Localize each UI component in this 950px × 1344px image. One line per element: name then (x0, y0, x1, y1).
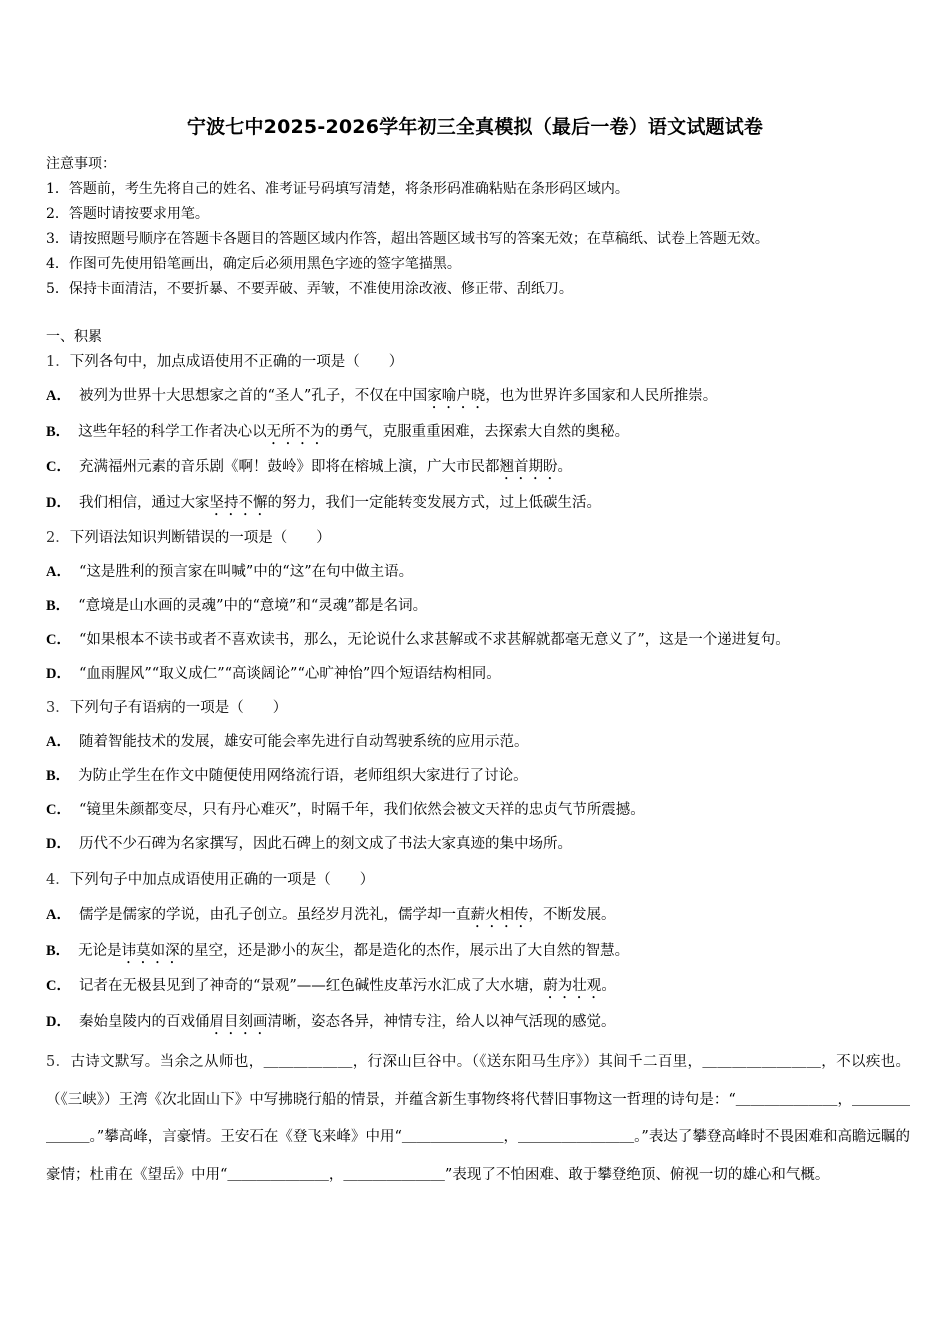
option-c[interactable]: C． 记者在无极县见到了神奇的“景观”——红色碱性皮革污水汇成了大水塘，蔚为壮观。 (46, 978, 616, 994)
option-d[interactable]: D． “血雨腥风”“取义成仁”“高谈阔论”“心旷神怡”四个短语结构相同。 (46, 666, 501, 682)
answer-blank[interactable]: ＿＿＿＿＿＿＿ (401, 1129, 504, 1145)
dotted-idiom: 蔚为壮观 (543, 978, 602, 994)
question-2 (46, 526, 916, 696)
option-a[interactable]: A． 随着智能技术的发展，雄安可能会率先进行自动驾驶系统的应用示范。 (46, 734, 529, 750)
question-stem: 3．下列句子有语病的一项是（ ） (46, 700, 288, 716)
section-heading: 一、积累 (46, 329, 102, 345)
option-b[interactable]: B． 无论是讳莫如深的星空，还是渺小的灰尘，都是造化的杰作，展示出了大自然的智慧。 (46, 943, 630, 959)
question-stem: 4．下列句子中加点成语使用正确的一项是（ ） (46, 872, 375, 888)
answer-blank[interactable]: ＿＿＿＿＿＿＿ (735, 1091, 838, 1108)
notice-item: 4．作图可先使用铅笔画出，确定后必须用黑色字迹的签字笔描黑。 (46, 256, 461, 272)
answer-blank[interactable]: ＿＿＿＿＿＿ (263, 1054, 353, 1070)
dotted-idiom: 家喻户晓 (427, 388, 486, 404)
dotted-idiom: 无所不为 (266, 424, 325, 440)
option-b[interactable]: B． 为防止学生在作文中随便使用网络流行语，老师组织大家进行了讨论。 (46, 768, 528, 784)
option-d[interactable]: D． 秦始皇陵内的百戏俑眉目刻画清晰，姿态各异，神情专注，给人以神气活现的感觉。 (46, 1014, 616, 1030)
option-d[interactable]: D． 历代不少石碑为名家撰写，因此石碑上的刻文成了书法大家真迹的集中场所。 (46, 836, 572, 852)
option-c[interactable]: C． “如果根本不读书或者不喜欢读书，那么，无论说什么求甚解或不求甚解就都毫无意义了”，这是一个递进复句。 (46, 632, 790, 648)
answer-blank[interactable]: ＿＿＿＿＿＿＿ (46, 1091, 911, 1145)
notice-item: 1．答题前，考生先将自己的姓名、准考证号码填写清楚，将条形码准确粘贴在条形码区域内。 (46, 181, 629, 197)
question-4 (46, 868, 916, 1045)
answer-blank[interactable]: ＿＿＿＿＿＿＿＿ (518, 1129, 635, 1145)
option-d[interactable]: D． 我们相信，通过大家坚持不懈的努力，我们一定能转变发展方式，过上低碳生活。 (46, 495, 601, 511)
question-1 (46, 350, 916, 526)
notice-item: 2．答题时请按要求用笔。 (46, 206, 209, 222)
option-b[interactable]: B． “意境是山水画的灵魂”中的“意境”和“灵魂”都是名词。 (46, 598, 428, 614)
answer-blank[interactable]: ＿＿＿＿＿＿＿ (343, 1166, 445, 1183)
question-stem: 2．下列语法知识判断错误的一项是（ ） (46, 530, 331, 546)
question-stem: 1．下列各句中，加点成语使用不正确的一项是（ ） (46, 354, 404, 370)
notice-item: 3．请按照题号顺序在答题卡各题目的答题区域内作答，超出答题区域书写的答案无效；在草稿纸、试卷上答题无效。 (46, 231, 769, 247)
question-5: 5．古诗文默写。当余之从师也，＿＿＿＿＿＿，行深山巨谷中。（《送东阳马生序》）其间千二百里，＿＿＿＿＿＿＿＿，不以疾也。（《三峡》）王湾《次北固山下》中写拂晓行船的情景，并蕴含新生事物终将代替旧事物这一哲理的诗句是：“＿＿＿＿＿＿＿，＿＿＿＿＿＿＿。”攀高峰，言豪情。王安石在《登飞来峰》中用“＿＿＿＿＿＿＿，＿＿＿＿＿＿＿＿。”表达了攀登高峰时不畏困难和高瞻远瞩的豪情；杜甫在《望岳》中用“＿＿＿＿＿＿＿，＿＿＿＿＿＿＿”表现了不怕困难、敢于攀登绝顶、俯视一切的雄心和气概。 (46, 1054, 911, 1183)
option-a[interactable]: A． 被列为世界十大思想家之首的“圣人”孔子，不仅在中国家喻户晓，也为世界许多国家和人民所推崇。 (46, 388, 718, 404)
dotted-idiom: 眉目刻画 (209, 1014, 268, 1030)
question-3 (46, 696, 916, 866)
option-a[interactable]: A． “这是胜利的预言家在叫喊”中的“这”在句中做主语。 (46, 564, 414, 580)
notice-heading: 注意事项： (46, 156, 116, 172)
page-title: 宁波七中2025-2026学年初三全真模拟（最后一卷）语文试题试卷 (186, 116, 764, 138)
option-c[interactable]: C． 充满福州元素的音乐剧《啊！鼓岭》即将在榕城上演，广大市民都翘首期盼。 (46, 459, 572, 475)
option-a[interactable]: A． 儒学是儒家的学说，由孔子创立。虽经岁月洗礼，儒学却一直薪火相传，不断发展。 (46, 907, 616, 923)
answer-blank[interactable]: ＿＿＿＿＿＿＿＿ (702, 1054, 822, 1070)
dotted-idiom: 讳莫如深 (121, 943, 180, 959)
dotted-idiom: 薪火相传 (470, 907, 529, 923)
answer-blank[interactable]: ＿＿＿＿＿＿＿ (227, 1166, 329, 1183)
notice-item: 5．保持卡面清洁，不要折暴、不要弄破、弄皱，不准使用涂改液、修正带、刮纸刀。 (46, 281, 573, 297)
option-b[interactable]: B． 这些年轻的科学工作者决心以无所不为的勇气，克服重重困难，去探索大自然的奥秘。 (46, 424, 630, 440)
dotted-idiom: 坚持不懈 (209, 495, 268, 511)
dotted-idiom: 翘首期盼 (499, 459, 558, 475)
option-c[interactable]: C． “镜里朱颜都变尽，只有丹心难灭”，时隔千年，我们依然会被文天祥的忠贞气节所震撼。 (46, 802, 645, 818)
notice-block (46, 152, 916, 302)
